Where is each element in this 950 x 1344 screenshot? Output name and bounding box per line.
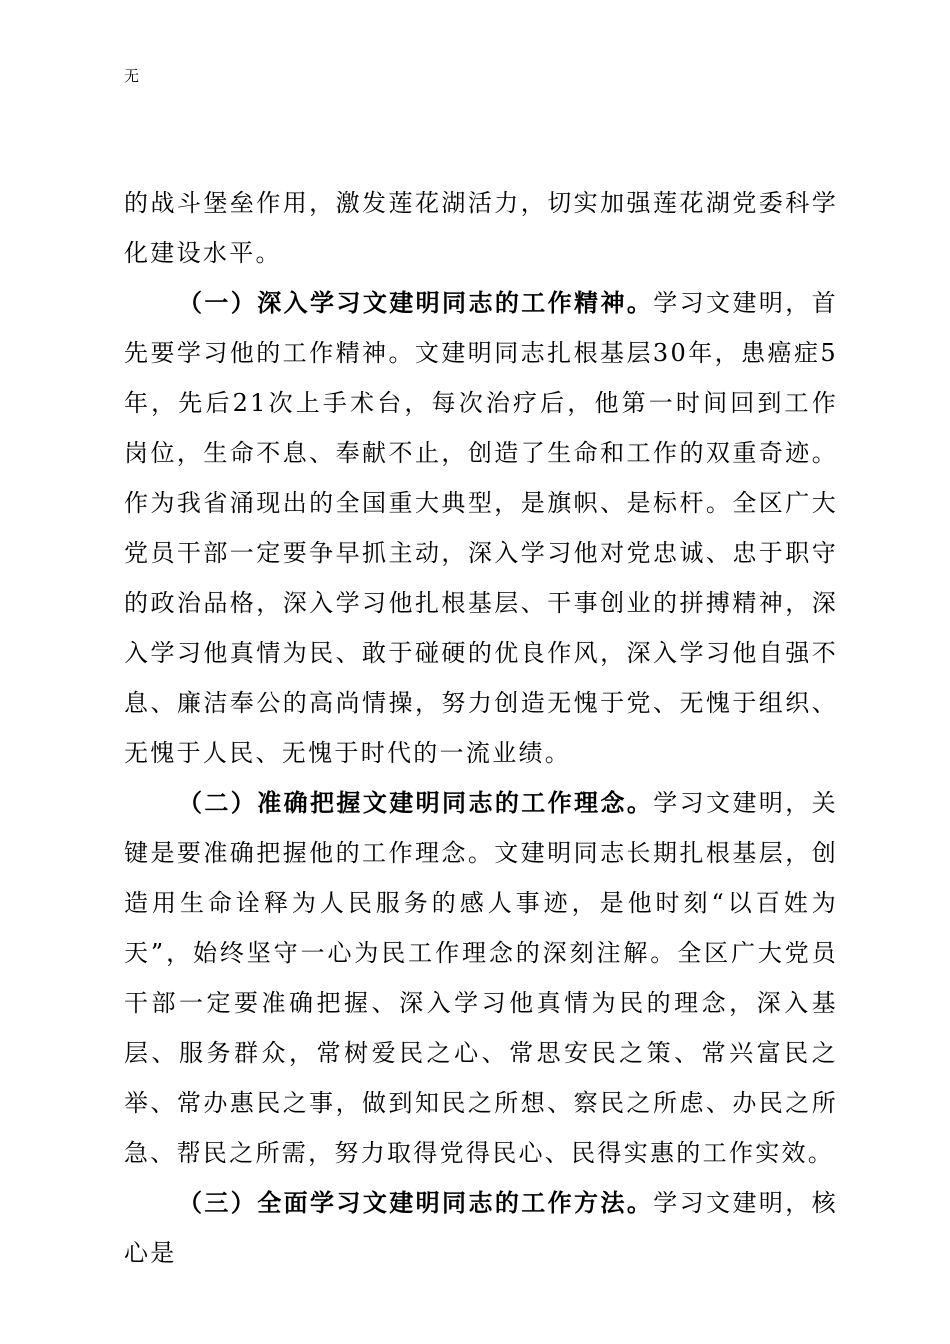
section-heading-1: （一）深入学习文建明同志的工作精神。 xyxy=(178,288,654,317)
section-heading-2: （二）准确把握文建明同志的工作理念。 xyxy=(178,788,654,817)
paragraph-text: 学习文建明，核心是 xyxy=(124,1189,838,1267)
paragraph-text: 学习文建明，首先要学习他的工作精神。文建明同志扎根基层30年，患癌症5年，先后21次上手术台，每次治疗后，他第一时间回到工作岗位，生命不息、奉献不止，创造了生命和工作的双重奇迹。作为我省涌现出的全国重大典型，是旗帜、是标杆。全区广大党员干部一定要争早抓主动，深入学习他对党忠诚、忠于职守的政治品格，深入学习他扎根基层、干事创业的拼搏精神，深入学习他真情为民、敢于碰硬的优良作风，深入学习他自强不息、廉洁奉公的高尚情操，努力创造无愧于党、无愧于组织、无愧于人民、无愧于时代的一流业绩。 xyxy=(124,289,838,767)
document-body xyxy=(124,178,838,1278)
paragraph-text: 的战斗堡垒作用，激发莲花湖活力，切实加强莲花湖党委科学化建设水平。 xyxy=(124,189,838,267)
paragraph-section-3 xyxy=(124,1178,838,1278)
paragraph-section-2 xyxy=(124,778,838,1178)
page-header: 无 xyxy=(124,67,140,85)
section-heading-3: （三）全面学习文建明同志的工作方法。 xyxy=(178,1188,654,1217)
paragraph-section-1 xyxy=(124,278,838,778)
paragraph-text: 学习文建明，关键是要准确把握他的工作理念。文建明同志长期扎根基层，创造用生命诠释为人民服务的感人事迹，是他时刻“以百姓为天”，始终坚守一心为民工作理念的深刻注解。全区广大党员干部一定要准确把握、深入学习他真情为民的理念，深入基层、服务群众，常树爱民之心、常思安民之策、常兴富民之举、常办惠民之事，做到知民之所想、察民之所虑、办民之所急、帮民之所需，努力取得党得民心、民得实惠的工作实效。 xyxy=(124,789,838,1167)
paragraph-continuation xyxy=(124,178,838,278)
